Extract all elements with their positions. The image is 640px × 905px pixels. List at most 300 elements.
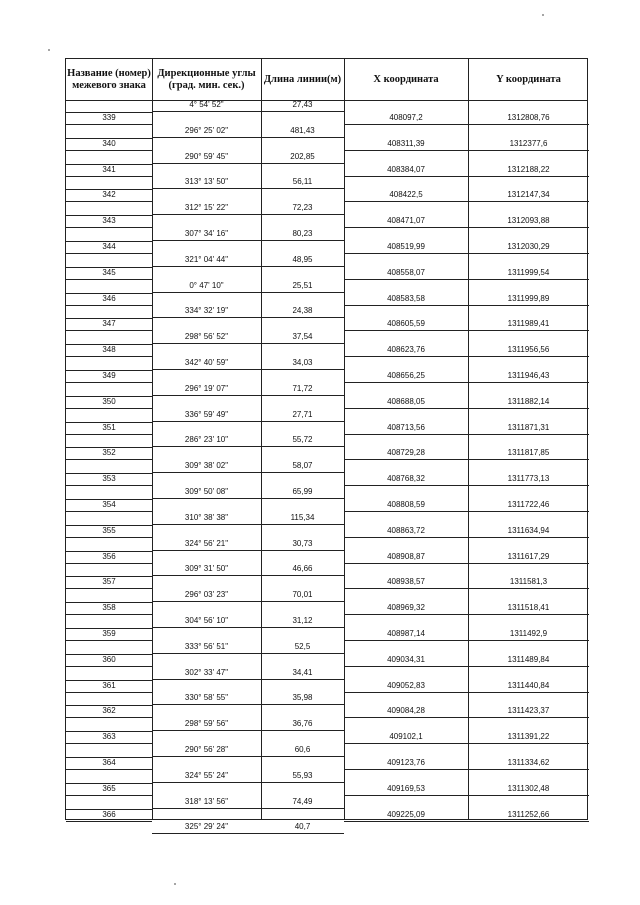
x-coordinate-cell: 408863,72 <box>387 525 425 535</box>
point-name-cell: 352 <box>102 448 116 458</box>
row-rule <box>66 743 152 744</box>
row-rule <box>152 266 261 267</box>
row-rule <box>66 769 152 770</box>
row-rule <box>152 111 261 112</box>
row-rule <box>261 730 344 731</box>
row-rule <box>261 575 344 576</box>
line-length-cell: 55,72 <box>292 435 313 445</box>
point-name-cell: 344 <box>102 241 116 251</box>
direction-angle-cell: 309° 38' 02" <box>184 461 229 471</box>
y-coordinate-cell: 1311999,89 <box>507 293 550 303</box>
line-length-cell: 27,71 <box>292 409 313 419</box>
direction-angle-cell: 324° 56' 21" <box>184 538 229 548</box>
header-line-length: Длина линии(м) <box>263 73 342 85</box>
row-rule <box>66 666 152 667</box>
row-rule <box>468 537 589 538</box>
row-rule <box>468 124 589 125</box>
row-rule <box>66 459 152 460</box>
scan-speck <box>174 883 176 885</box>
point-name-cell: 358 <box>102 603 116 613</box>
line-length-cell: 70,01 <box>292 590 313 600</box>
row-rule <box>344 743 468 744</box>
row-rule <box>344 769 468 770</box>
row-rule <box>261 653 344 654</box>
row-rule <box>261 421 344 422</box>
line-length-cell: 46,66 <box>292 564 313 574</box>
row-rule <box>152 679 261 680</box>
row-rule <box>468 330 589 331</box>
direction-angle-cell: 321° 04' 44" <box>184 254 229 264</box>
direction-angle-cell: 302° 33' 47" <box>184 667 229 677</box>
point-name-cell: 349 <box>102 370 116 380</box>
row-rule <box>344 382 468 383</box>
row-rule <box>468 717 589 718</box>
row-rule <box>66 164 152 165</box>
point-name-cell: 354 <box>102 499 116 509</box>
point-name-cell: 359 <box>102 628 116 638</box>
row-rule <box>261 214 344 215</box>
direction-angle-cell: 286° 23' 10" <box>184 435 229 445</box>
row-rule <box>152 833 261 834</box>
x-coordinate-cell: 409052,83 <box>387 680 425 690</box>
x-coordinate-cell: 408623,76 <box>387 345 425 355</box>
row-rule <box>344 692 468 693</box>
row-rule <box>66 330 152 331</box>
x-coordinate-cell: 408969,32 <box>387 603 425 613</box>
direction-angle-cell: 290° 59' 45" <box>184 151 229 161</box>
x-coordinate-cell: 408908,87 <box>387 551 425 561</box>
line-length-cell: 37,54 <box>292 332 313 342</box>
x-coordinate-cell: 408097,2 <box>389 112 423 122</box>
y-coordinate-cell: 1311492,9 <box>509 628 548 638</box>
direction-angle-cell: 0° 47' 10" <box>189 280 224 290</box>
boundary-coordinates-table <box>65 58 588 832</box>
y-coordinate-cell: 1311946,43 <box>507 370 550 380</box>
row-rule <box>344 537 468 538</box>
header-y-coordinate: Y координата <box>496 73 561 85</box>
direction-angle-cell: 313° 13' 50" <box>184 177 229 187</box>
point-name-cell: 350 <box>102 396 116 406</box>
line-length-cell: 30,73 <box>292 538 313 548</box>
point-name-cell: 362 <box>102 706 116 716</box>
row-rule <box>468 588 589 589</box>
row-rule <box>261 782 344 783</box>
row-rule <box>152 421 261 422</box>
row-rule <box>468 563 589 564</box>
x-coordinate-cell: 408713,56 <box>387 422 425 432</box>
row-rule <box>66 499 152 500</box>
line-length-cell: 24,38 <box>292 306 313 316</box>
row-rule <box>66 563 152 564</box>
row-rule <box>66 356 152 357</box>
row-rule <box>152 550 261 551</box>
y-coordinate-cell: 1311634,94 <box>507 525 550 535</box>
point-name-cell: 365 <box>102 783 116 793</box>
row-rule <box>261 343 344 344</box>
row-rule <box>261 550 344 551</box>
row-rule <box>152 214 261 215</box>
row-rule <box>468 769 589 770</box>
row-rule <box>152 137 261 138</box>
direction-angle-cell: 330° 58' 55" <box>184 693 229 703</box>
row-rule <box>152 472 261 473</box>
direction-angle-cell: 296° 03' 23" <box>184 590 229 600</box>
direction-angle-cell: 324° 55' 24" <box>184 770 229 780</box>
row-rule <box>152 163 261 164</box>
point-name-cell: 341 <box>102 164 116 174</box>
row-rule <box>152 704 261 705</box>
row-rule <box>152 575 261 576</box>
line-length-cell: 55,93 <box>292 770 313 780</box>
y-coordinate-cell: 1311999,54 <box>507 267 550 277</box>
row-rule <box>66 408 152 409</box>
header-x-coordinate: X координата <box>373 73 439 85</box>
direction-angle-cell: 296° 25' 02" <box>184 125 229 135</box>
x-coordinate-cell: 408311,39 <box>387 138 425 148</box>
direction-angle-cell: 307° 34' 16" <box>184 229 229 238</box>
row-rule <box>468 434 589 435</box>
row-rule <box>66 795 152 796</box>
row-rule <box>261 266 344 267</box>
point-name-cell: 356 <box>102 551 116 561</box>
y-coordinate-cell: 1312377,6 <box>509 138 548 148</box>
y-coordinate-cell: 1312147,34 <box>507 190 550 200</box>
row-rule <box>152 240 261 241</box>
row-rule <box>152 292 261 293</box>
row-rule <box>66 396 152 397</box>
row-rule <box>468 485 589 486</box>
line-length-cell: 74,49 <box>292 796 313 806</box>
row-rule <box>66 382 152 383</box>
row-rule <box>468 356 589 357</box>
y-coordinate-cell: 1311617,29 <box>507 551 550 561</box>
row-rule <box>66 176 152 177</box>
row-rule <box>344 408 468 409</box>
row-rule <box>261 756 344 757</box>
direction-angle-cell: 298° 59' 56" <box>184 719 229 729</box>
row-rule <box>66 717 152 718</box>
y-coordinate-cell: 1311440,84 <box>507 680 550 690</box>
row-rule <box>261 446 344 447</box>
row-rule <box>468 459 589 460</box>
row-rule <box>66 757 152 758</box>
row-rule <box>468 614 589 615</box>
row-rule <box>344 614 468 615</box>
direction-angle-cell: 290° 56' 28" <box>184 745 229 754</box>
point-name-cell: 355 <box>102 525 116 535</box>
row-rule <box>66 821 152 822</box>
row-rule <box>344 201 468 202</box>
line-length-cell: 48,95 <box>292 254 313 264</box>
row-rule <box>344 279 468 280</box>
direction-angle-cell: 4° 54' 52" <box>189 100 224 109</box>
row-rule <box>468 821 589 822</box>
row-rule <box>468 201 589 202</box>
row-rule <box>344 485 468 486</box>
row-rule <box>468 176 589 177</box>
row-rule <box>261 498 344 499</box>
row-rule <box>468 743 589 744</box>
line-length-cell: 71,72 <box>292 383 313 393</box>
y-coordinate-cell: 1311423,37 <box>507 706 550 716</box>
row-rule <box>344 717 468 718</box>
x-coordinate-cell: 409102,1 <box>389 732 423 742</box>
row-rule <box>66 112 152 113</box>
line-length-cell: 58,07 <box>292 461 313 471</box>
row-rule <box>66 588 152 589</box>
row-rule <box>152 395 261 396</box>
row-rule <box>152 343 261 344</box>
row-rule <box>344 150 468 151</box>
row-rule <box>261 395 344 396</box>
row-rule <box>468 692 589 693</box>
direction-angle-cell: 325° 29' 24" <box>184 822 229 832</box>
point-name-cell: 357 <box>102 577 116 587</box>
line-length-cell: 65,99 <box>292 487 313 496</box>
row-rule <box>66 692 152 693</box>
row-rule <box>66 305 152 306</box>
row-rule <box>468 640 589 641</box>
row-rule <box>152 498 261 499</box>
row-rule <box>66 279 152 280</box>
direction-angle-cell: 336° 59' 49" <box>184 409 229 419</box>
row-rule <box>152 808 261 809</box>
row-rule <box>152 627 261 628</box>
line-length-cell: 27,43 <box>292 100 313 109</box>
row-rule <box>66 370 152 371</box>
row-rule <box>344 356 468 357</box>
row-rule <box>344 640 468 641</box>
row-rule <box>66 150 152 151</box>
row-rule <box>468 795 589 796</box>
x-coordinate-cell: 408583,58 <box>387 293 425 303</box>
row-rule <box>66 318 152 319</box>
row-rule <box>468 305 589 306</box>
direction-angle-cell: 318° 13' 56" <box>184 796 229 806</box>
row-rule <box>344 563 468 564</box>
row-rule <box>152 369 261 370</box>
x-coordinate-cell: 408384,07 <box>387 164 425 174</box>
line-length-cell: 60,6 <box>294 745 311 754</box>
row-rule <box>468 408 589 409</box>
row-rule <box>261 317 344 318</box>
row-rule <box>261 163 344 164</box>
row-rule <box>468 511 589 512</box>
x-coordinate-cell: 408808,59 <box>387 499 425 509</box>
row-rule <box>261 369 344 370</box>
row-rule <box>261 627 344 628</box>
row-rule <box>66 473 152 474</box>
row-rule <box>152 782 261 783</box>
row-rule <box>66 525 152 526</box>
x-coordinate-cell: 409123,76 <box>387 757 425 767</box>
row-rule <box>344 305 468 306</box>
y-coordinate-cell: 1311722,46 <box>507 499 550 509</box>
row-rule <box>152 317 261 318</box>
header-direction-angles: Дирекционные углы (град. мин. сек.) <box>157 67 256 91</box>
row-rule <box>261 472 344 473</box>
row-rule <box>152 188 261 189</box>
row-rule <box>66 654 152 655</box>
row-rule <box>152 524 261 525</box>
line-length-cell: 115,34 <box>290 512 315 522</box>
row-rule <box>66 680 152 681</box>
row-rule <box>66 614 152 615</box>
y-coordinate-cell: 1311518,41 <box>507 603 550 613</box>
row-rule <box>66 809 152 810</box>
y-coordinate-cell: 1311489,84 <box>507 654 550 664</box>
point-name-cell: 343 <box>102 216 116 226</box>
row-rule <box>261 524 344 525</box>
y-coordinate-cell: 1312093,88 <box>507 216 550 226</box>
row-rule <box>344 330 468 331</box>
scan-speck <box>48 49 50 51</box>
row-rule <box>261 704 344 705</box>
row-rule <box>468 227 589 228</box>
y-coordinate-cell: 1311334,62 <box>507 757 550 767</box>
y-coordinate-cell: 1311302,48 <box>507 783 550 793</box>
row-rule <box>66 215 152 216</box>
row-rule <box>152 756 261 757</box>
x-coordinate-cell: 408558,07 <box>387 267 425 277</box>
row-rule <box>66 201 152 202</box>
direction-angle-cell: 333° 56' 51" <box>184 641 229 651</box>
line-length-cell: 56,11 <box>292 177 313 187</box>
y-coordinate-cell: 1311871,31 <box>507 422 550 432</box>
x-coordinate-cell: 408688,05 <box>387 396 425 406</box>
x-coordinate-cell: 408729,28 <box>387 448 425 458</box>
row-rule <box>66 124 152 125</box>
row-rule <box>344 588 468 589</box>
x-coordinate-cell: 408519,99 <box>387 241 425 251</box>
row-rule <box>66 705 152 706</box>
direction-angle-cell: 298° 56' 52" <box>184 332 229 342</box>
direction-angle-cell: 342° 40' 59" <box>184 358 229 367</box>
line-length-cell: 202,85 <box>290 151 315 161</box>
row-rule <box>344 511 468 512</box>
x-coordinate-cell: 409084,28 <box>387 706 425 716</box>
line-length-cell: 34,41 <box>292 667 313 677</box>
row-rule <box>66 241 152 242</box>
row-rule <box>66 783 152 784</box>
point-name-cell: 360 <box>102 654 116 664</box>
x-coordinate-cell: 408422,5 <box>389 190 423 200</box>
row-rule <box>66 293 152 294</box>
direction-angle-cell: 312° 15' 22" <box>184 203 229 213</box>
row-rule <box>66 731 152 732</box>
direction-angle-cell: 310° 38' 38" <box>184 512 229 522</box>
x-coordinate-cell: 408768,32 <box>387 474 425 484</box>
row-rule <box>66 628 152 629</box>
point-name-cell: 339 <box>102 112 116 122</box>
row-rule <box>344 124 468 125</box>
row-rule <box>261 808 344 809</box>
row-rule <box>66 189 152 190</box>
x-coordinate-cell: 408471,07 <box>387 216 425 226</box>
row-rule <box>66 511 152 512</box>
row-rule <box>66 602 152 603</box>
line-length-cell: 25,51 <box>292 280 313 290</box>
row-rule <box>468 253 589 254</box>
point-name-cell: 340 <box>102 138 116 148</box>
point-name-cell: 348 <box>102 345 116 355</box>
y-coordinate-cell: 1311252,66 <box>507 809 550 819</box>
x-coordinate-cell: 408605,59 <box>387 319 425 329</box>
row-rule <box>261 292 344 293</box>
row-rule <box>261 111 344 112</box>
line-length-cell: 34,03 <box>292 358 313 367</box>
line-length-cell: 36,76 <box>292 719 313 729</box>
row-rule <box>344 459 468 460</box>
row-rule <box>66 537 152 538</box>
row-rule <box>468 666 589 667</box>
row-rule <box>344 434 468 435</box>
line-length-cell: 52,5 <box>294 641 311 651</box>
y-coordinate-cell: 1311773,13 <box>507 474 550 484</box>
row-rule <box>261 601 344 602</box>
y-coordinate-cell: 1311989,41 <box>507 319 550 329</box>
line-length-cell: 31,12 <box>292 616 313 625</box>
row-rule <box>344 253 468 254</box>
row-rule <box>468 150 589 151</box>
x-coordinate-cell: 409169,53 <box>387 783 425 793</box>
row-rule <box>261 137 344 138</box>
row-rule <box>66 447 152 448</box>
direction-angle-cell: 334° 32' 19" <box>184 306 229 316</box>
row-rule <box>344 795 468 796</box>
x-coordinate-cell: 409225,09 <box>387 809 425 819</box>
scan-speck <box>542 14 544 16</box>
row-rule <box>152 653 261 654</box>
row-rule <box>66 138 152 139</box>
row-rule <box>66 227 152 228</box>
line-length-cell: 72,23 <box>292 203 313 213</box>
row-rule <box>66 485 152 486</box>
line-length-cell: 80,23 <box>292 229 313 238</box>
row-rule <box>66 576 152 577</box>
row-rule <box>66 422 152 423</box>
y-coordinate-cell: 1311581,3 <box>509 577 548 587</box>
line-length-cell: 481,43 <box>290 125 315 135</box>
row-rule <box>261 679 344 680</box>
y-coordinate-cell: 1312808,76 <box>507 112 550 122</box>
point-name-cell: 366 <box>102 809 116 819</box>
row-rule <box>261 240 344 241</box>
row-rule <box>152 601 261 602</box>
x-coordinate-cell: 408656,25 <box>387 370 425 380</box>
direction-angle-cell: 309° 50' 08" <box>184 487 229 496</box>
row-rule <box>66 551 152 552</box>
row-rule <box>468 279 589 280</box>
row-rule <box>152 730 261 731</box>
header-point-name: Название (номер) межевого знака <box>67 67 151 91</box>
row-rule <box>261 833 344 834</box>
point-name-cell: 345 <box>102 267 116 277</box>
point-name-cell: 351 <box>102 422 116 432</box>
point-name-cell: 342 <box>102 190 116 200</box>
x-coordinate-cell: 408987,14 <box>387 628 425 638</box>
row-rule <box>66 267 152 268</box>
direction-angle-cell: 296° 19' 07" <box>184 383 229 393</box>
point-name-cell: 363 <box>102 732 116 742</box>
row-rule <box>66 640 152 641</box>
point-name-cell: 364 <box>102 757 116 767</box>
y-coordinate-cell: 1311391,22 <box>507 732 550 742</box>
row-rule <box>152 446 261 447</box>
row-rule <box>344 666 468 667</box>
x-coordinate-cell: 409034,31 <box>387 654 425 664</box>
row-rule <box>468 382 589 383</box>
